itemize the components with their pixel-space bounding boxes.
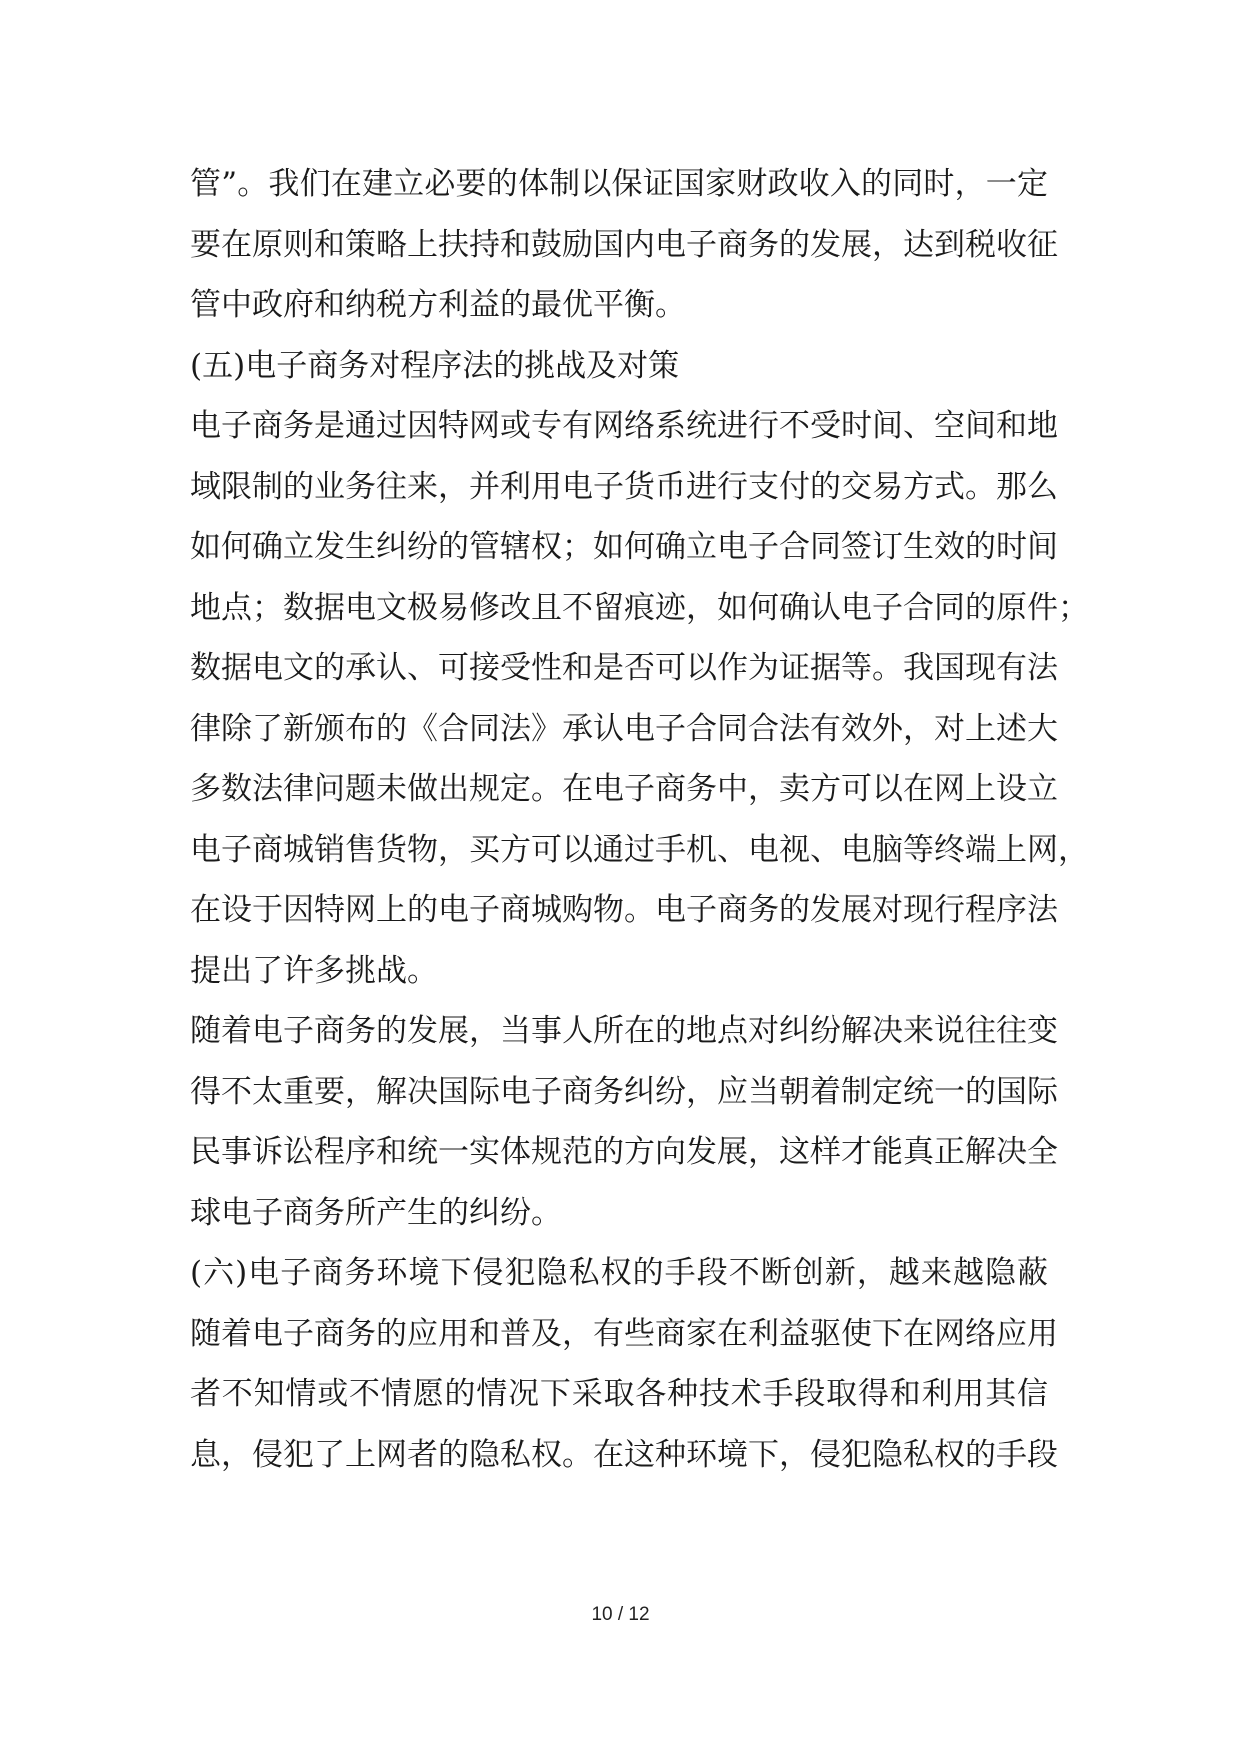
text-line: 随着电子商务的发展，当事人所在的地点对纠纷解决来说往往变 bbox=[190, 1013, 1058, 1049]
document-body bbox=[190, 154, 1089, 1485]
text-line: 息，侵犯了上网者的隐私权。在这种环境下，侵犯隐私权的手段 bbox=[190, 1436, 1058, 1473]
text-line: 者不知情或不情愿的情况下采取各种技术手段取得和利用其信 bbox=[190, 1376, 1048, 1412]
section-heading: (五)电子商务对程序法的挑战及对策 bbox=[190, 347, 680, 384]
text-line: 多数法律问题未做出规定。在电子商务中，卖方可以在网上设立 bbox=[190, 771, 1058, 807]
text-line: 电子商城销售货物，买方可以通过手机、电视、电脑等终端上网， bbox=[190, 831, 1089, 868]
text-line: 球电子商务所产生的纠纷。 bbox=[190, 1194, 562, 1231]
text-line: 域限制的业务往来，并利用电子货币进行支付的交易方式。那么 bbox=[190, 468, 1058, 505]
text-line: 得不太重要，解决国际电子商务纠纷，应当朝着制定统一的国际 bbox=[190, 1073, 1058, 1110]
text-line: 在设于因特网上的电子商城购物。电子商务的发展对现行程序法 bbox=[190, 892, 1058, 928]
text-line: 律除了新颁布的《合同法》承认电子合同合法有效外，对上述大 bbox=[190, 710, 1058, 747]
text-line: 地点；数据电文极易修改且不留痕迹，如何确认电子合同的原件； bbox=[190, 589, 1089, 626]
text-line: 如何确立发生纠纷的管辖权；如何确立电子合同签订生效的时间 bbox=[190, 529, 1058, 565]
text-line: 提出了许多挑战。 bbox=[190, 952, 438, 989]
text-line: 管”。我们在建立必要的体制以保证国家财政收入的同时，一定 bbox=[190, 166, 1048, 202]
text-line: 民事诉讼程序和统一实体规范的方向发展，这样才能真正解决全 bbox=[190, 1134, 1058, 1170]
text-line: 随着电子商务的应用和普及，有些商家在利益驱使下在网络应用 bbox=[190, 1315, 1058, 1352]
section-heading: (六)电子商务环境下侵犯隐私权的手段不断创新，越来越隐蔽 bbox=[190, 1255, 1048, 1291]
text-line: 数据电文的承认、可接受性和是否可以作为证据等。我国现有法 bbox=[190, 650, 1058, 686]
page-number: 10 / 12 bbox=[591, 1604, 650, 1625]
text-line: 管中政府和纳税方利益的最优平衡。 bbox=[190, 287, 686, 323]
text-line: 电子商务是通过因特网或专有网络系统进行不受时间、空间和地 bbox=[190, 408, 1058, 444]
text-line: 要在原则和策略上扶持和鼓励国内电子商务的发展，达到税收征 bbox=[190, 226, 1058, 263]
